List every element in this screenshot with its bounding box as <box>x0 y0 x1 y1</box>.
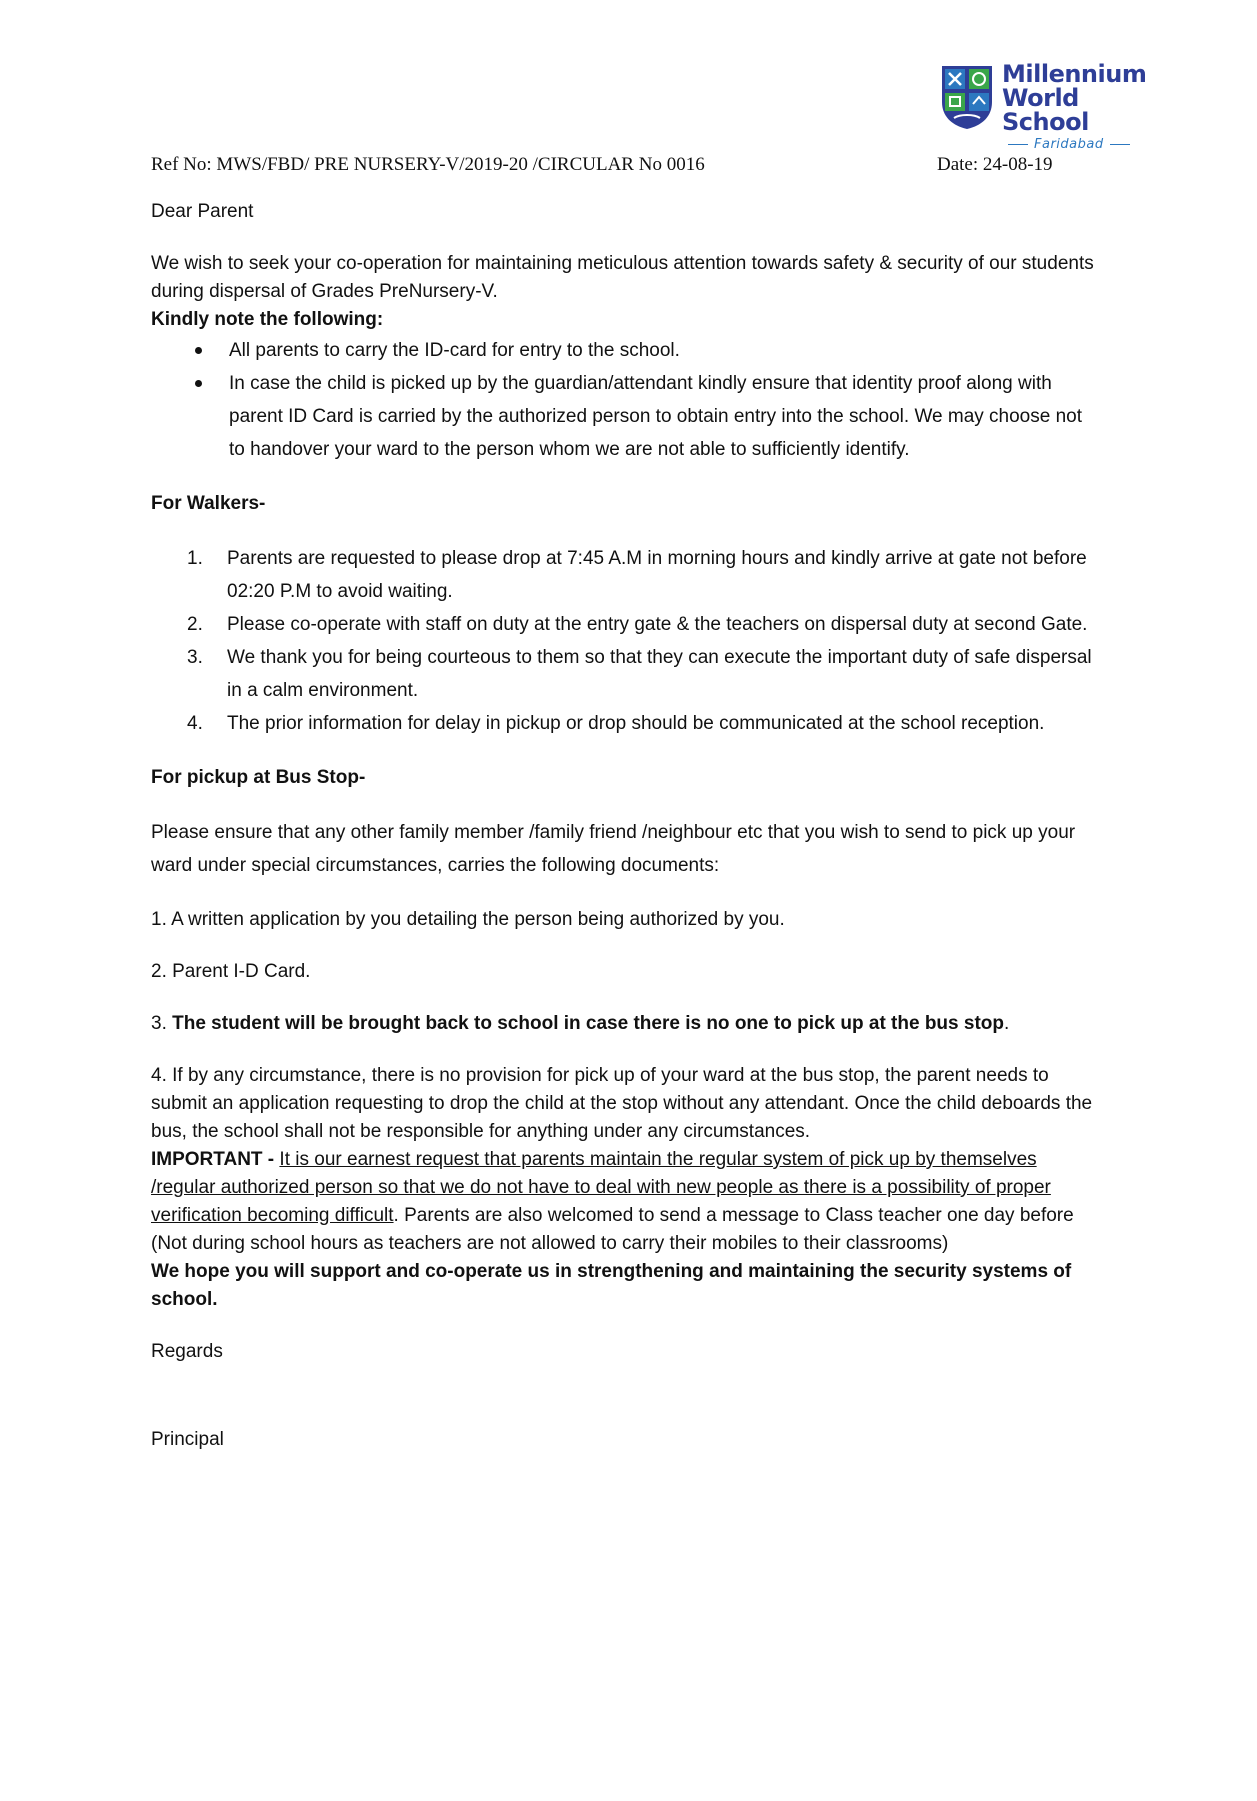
list-item <box>151 641 1101 707</box>
list-item-text: All parents to carry the ID-card for entry to the school. <box>229 340 680 361</box>
closing-statement: We hope you will support and co-operate us in strengthening and maintaining the security systems of school. <box>151 1261 1072 1310</box>
list-item-text: In case the child is picked up by the guardian/attendant kindly ensure that identity proof along with parent ID Card is carried by the authorized person to obtain entry into the school. We may choose not to handover your ward to the person whom we are not able to sufficiently identify. <box>229 373 1083 460</box>
document-item-3 <box>151 1010 1101 1038</box>
reference-number: Ref No: MWS/FBD/ PRE NURSERY-V/2019-20 /CIRCULAR No 0016 <box>151 154 705 175</box>
walkers-heading: For Walkers- <box>151 493 266 514</box>
bullet-icon <box>195 380 202 387</box>
logo-wordmark <box>1002 62 1146 154</box>
document-item-3-number: 3. <box>151 1013 173 1034</box>
document-item-3-end: . <box>1004 1013 1010 1034</box>
list-number: 1. <box>187 548 203 569</box>
list-item <box>151 608 1101 641</box>
logo-name-line2: World School <box>1002 84 1089 136</box>
note-list <box>151 334 1101 466</box>
school-crest-icon <box>940 64 994 130</box>
important-paragraph <box>151 1146 1101 1258</box>
reference-line <box>151 154 1081 178</box>
bus-stop-intro: Please ensure that any other family member /family friend /neighbour etc that you wish to send to pick up your ward under special circumstances, carries the following documents: <box>151 822 1076 876</box>
circular-date: Date: 24-08-19 <box>937 154 1053 175</box>
signature: Principal <box>151 1429 224 1450</box>
list-item <box>151 707 1101 740</box>
note-heading: Kindly note the following: <box>151 309 384 330</box>
list-number: 2. <box>187 614 203 635</box>
logo-location-text: Faridabad <box>1034 137 1104 152</box>
list-item <box>151 334 1101 367</box>
salutation: Dear Parent <box>151 201 254 222</box>
intro-paragraph: We wish to seek your co-operation for maintaining meticulous attention towards safety & security of our students during dispersal of Grades PreNursery-V. <box>151 253 1094 302</box>
bus-stop-heading: For pickup at Bus Stop- <box>151 767 366 788</box>
list-item-text: The prior information for delay in pickup or drop should be communicated at the school reception. <box>227 713 1045 734</box>
list-item <box>151 542 1101 608</box>
document-item-2: 2. Parent I-D Card. <box>151 961 311 982</box>
important-label: IMPORTANT - <box>151 1149 280 1170</box>
list-item-text: Parents are requested to please drop at 7:45 A.M in morning hours and kindly arrive at gate not before 02:20 P.M to avoid waiting. <box>227 548 1087 602</box>
walkers-list <box>151 542 1101 740</box>
document-item-1: 1. A written application by you detailing the person being authorized by you. <box>151 909 785 930</box>
list-number: 4. <box>187 713 203 734</box>
document-item-4: 4. If by any circumstance, there is no provision for pick up of your ward at the bus stop, the parent needs to submit an application requesting to drop the child at the stop without any attendant. Once the child deboards the bus, the school shall not be responsible for anything under any circumstances. <box>151 1065 1093 1142</box>
regards: Regards <box>151 1341 223 1362</box>
list-item-text: Please co-operate with staff on duty at the entry gate & the teachers on dispersal duty at second Gate. <box>227 614 1088 635</box>
logo-location <box>1002 136 1146 154</box>
bullet-icon <box>195 347 202 354</box>
logo-name-line1: Millennium <box>1002 60 1147 88</box>
list-item-text: We thank you for being courteous to them so that they can execute the important duty of safe dispersal in a calm environment. <box>227 647 1092 701</box>
school-logo <box>940 60 1147 152</box>
list-item <box>151 367 1101 466</box>
important-rest-text: . Parents are also welcomed to send a message to Class teacher one day before (Not during school hours as teachers are not allowed to carry their mobiles to their classrooms) <box>151 1205 1074 1254</box>
document-item-3-text: The student will be brought back to school in case there is no one to pick up at the bus stop <box>172 1013 1004 1034</box>
list-number: 3. <box>187 647 203 668</box>
important-underlined-text: It is our earnest request that parents maintain the regular system of pick up by themselves /regular authorized person so that we do not have to deal with new people as there is a possibility of proper verification becoming difficult <box>151 1149 1051 1226</box>
letter-body <box>151 198 1101 1454</box>
